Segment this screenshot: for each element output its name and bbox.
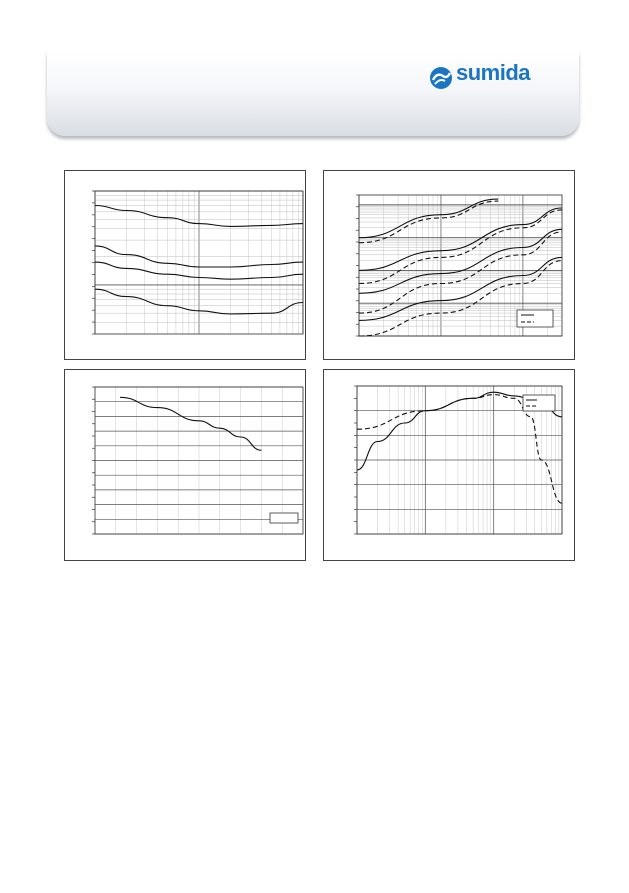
chart-3-legend — [270, 513, 298, 523]
chart-4-legend — [523, 395, 555, 411]
chart-1-svg — [65, 171, 305, 359]
chart-2-svg — [324, 171, 574, 359]
legend-box — [523, 395, 555, 411]
chart-panel-1 — [64, 170, 306, 360]
chart-2-legend — [517, 310, 553, 327]
chart-3-grid — [95, 387, 303, 534]
chart-1-grid — [95, 191, 303, 334]
chart-3-svg — [65, 370, 305, 560]
chart-panel-3 — [64, 369, 306, 561]
brand-name: sumida — [456, 60, 531, 85]
chart-2-series-line-6 — [359, 232, 562, 313]
chart-3-series-line-1 — [120, 397, 261, 450]
chart-4-svg — [324, 370, 574, 560]
chart-panel-2 — [323, 170, 575, 360]
legend-box — [517, 310, 553, 327]
legend-box — [270, 513, 298, 523]
chart-2-series-line-4 — [359, 210, 562, 284]
chart-panel-4 — [323, 369, 575, 561]
